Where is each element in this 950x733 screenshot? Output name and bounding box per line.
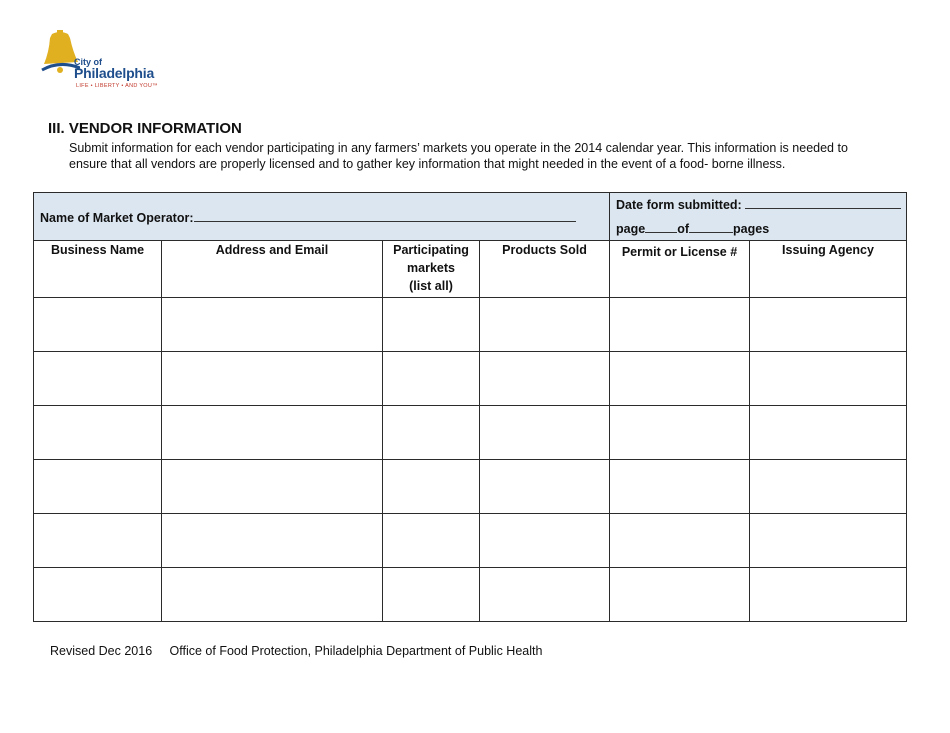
col-permit-license	[610, 241, 750, 298]
permit-license-cell[interactable]	[610, 406, 750, 460]
business-name-cell[interactable]	[34, 568, 162, 622]
date-submitted-field[interactable]	[745, 196, 901, 209]
business-name-cell[interactable]	[34, 514, 162, 568]
vendor-rows	[34, 298, 907, 622]
page-total-field[interactable]	[689, 220, 733, 233]
business-name-cell[interactable]	[34, 406, 162, 460]
city-logo	[40, 30, 180, 92]
issuing-agency-cell[interactable]	[750, 298, 907, 352]
permit-license-cell[interactable]	[610, 460, 750, 514]
page-number-field[interactable]	[645, 220, 677, 233]
market-operator-cell	[34, 193, 610, 241]
col-permit-license-label: Permit or License #	[621, 245, 738, 259]
table-row	[34, 514, 907, 568]
col-participating-line-3: (list all)	[409, 279, 453, 293]
logo-city-name: Philadelphia	[74, 65, 155, 81]
products-sold-cell[interactable]	[480, 568, 610, 622]
permit-license-cell[interactable]	[610, 514, 750, 568]
address-email-cell[interactable]	[162, 460, 383, 514]
vendor-table	[33, 192, 907, 622]
footer-revised: Revised Dec 2016	[50, 644, 153, 658]
participating-markets-cell[interactable]	[383, 406, 480, 460]
permit-license-cell[interactable]	[610, 352, 750, 406]
participating-markets-cell[interactable]	[383, 460, 480, 514]
business-name-cell[interactable]	[34, 460, 162, 514]
column-header-row	[34, 241, 907, 298]
col-products-sold: Products Sold	[480, 241, 610, 298]
col-participating-line-1: Participating	[393, 243, 469, 257]
section-intro: Submit information for each vendor participating in any farmers’ markets you operate in the 2014 calendar year. This information is needed to ensure that all vendors are properly licensed and to gather key information that might needed in the event of a food- borne illness.	[69, 141, 848, 171]
table-row	[34, 298, 907, 352]
table-row	[34, 460, 907, 514]
market-operator-label: Name of Market Operator:	[40, 210, 194, 225]
issuing-agency-cell[interactable]	[750, 406, 907, 460]
col-business-name: Business Name	[34, 241, 162, 298]
col-participating-markets	[383, 241, 480, 298]
date-page-cell	[610, 193, 907, 241]
address-email-cell[interactable]	[162, 298, 383, 352]
products-sold-cell[interactable]	[480, 298, 610, 352]
pages-label: pages	[733, 222, 770, 236]
table-row	[34, 406, 907, 460]
permit-license-cell[interactable]	[610, 298, 750, 352]
table-row	[34, 568, 907, 622]
address-email-cell[interactable]	[162, 352, 383, 406]
col-address-email: Address and Email	[162, 241, 383, 298]
products-sold-cell[interactable]	[480, 352, 610, 406]
issuing-agency-cell[interactable]	[750, 514, 907, 568]
products-sold-cell[interactable]	[480, 406, 610, 460]
issuing-agency-cell[interactable]	[750, 352, 907, 406]
col-issuing-agency: Issuing Agency	[750, 241, 907, 298]
logo-city-of: City of	[74, 57, 102, 67]
footer	[50, 644, 542, 658]
business-name-cell[interactable]	[34, 352, 162, 406]
footer-office: Office of Food Protection, Philadelphia Department of Public Health	[169, 644, 543, 658]
address-email-cell[interactable]	[162, 514, 383, 568]
products-sold-cell[interactable]	[480, 514, 610, 568]
form-header-row	[34, 193, 907, 241]
permit-license-cell[interactable]	[610, 568, 750, 622]
participating-markets-cell[interactable]	[383, 568, 480, 622]
of-label: of	[677, 222, 690, 236]
issuing-agency-cell[interactable]	[750, 460, 907, 514]
table-row	[34, 352, 907, 406]
participating-markets-cell[interactable]	[383, 352, 480, 406]
business-name-cell[interactable]	[34, 298, 162, 352]
col-participating-line-2: markets	[407, 261, 455, 275]
market-operator-field[interactable]	[194, 209, 576, 222]
logo-tagline: LIFE • LIBERTY • AND YOU™	[76, 83, 158, 89]
section-title: III. VENDOR INFORMATION	[48, 120, 242, 137]
page-label: page	[616, 222, 646, 236]
address-email-cell[interactable]	[162, 406, 383, 460]
products-sold-cell[interactable]	[480, 460, 610, 514]
participating-markets-cell[interactable]	[383, 514, 480, 568]
address-email-cell[interactable]	[162, 568, 383, 622]
issuing-agency-cell[interactable]	[750, 568, 907, 622]
participating-markets-cell[interactable]	[383, 298, 480, 352]
date-submitted-label: Date form submitted:	[616, 198, 742, 212]
